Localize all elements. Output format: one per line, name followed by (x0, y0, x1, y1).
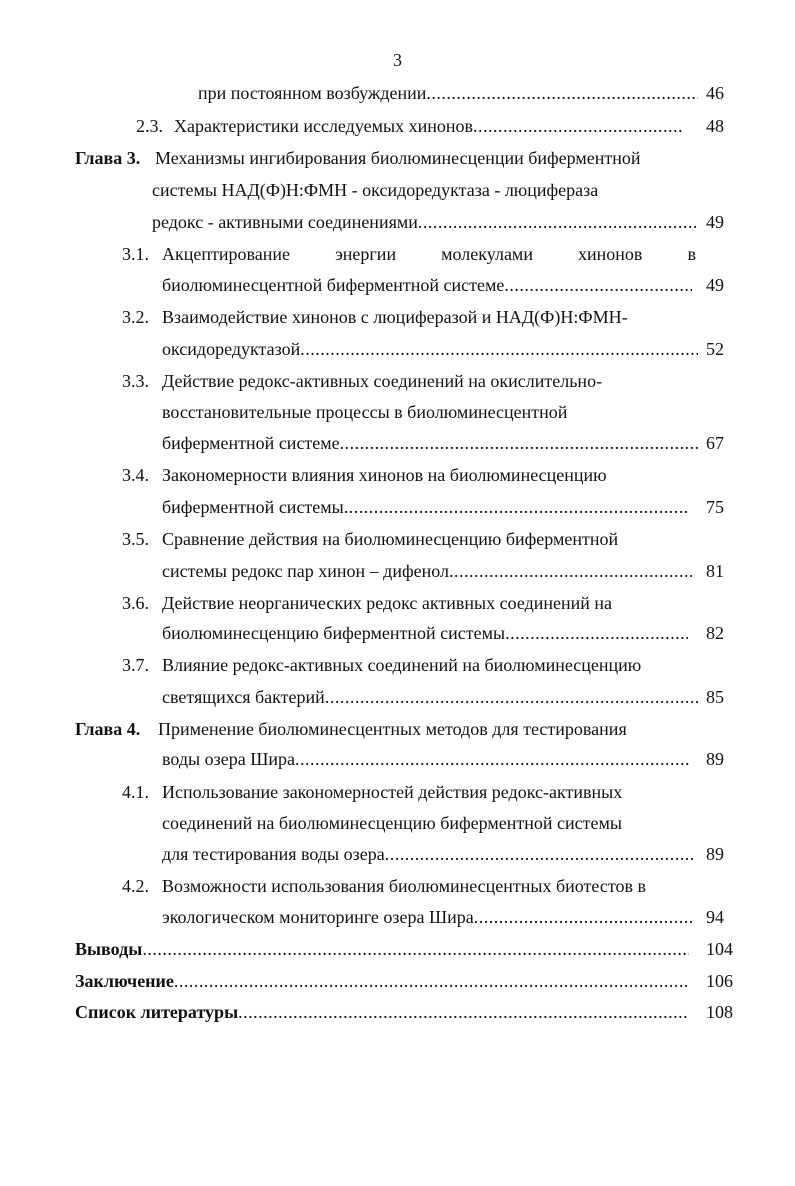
toc-page-number: 49 (706, 212, 724, 232)
toc-page-number: 75 (706, 497, 724, 517)
word: хинонов (578, 244, 643, 264)
toc-entry-text-last (162, 336, 698, 362)
toc-entry-text-last (162, 841, 694, 867)
toc-entry-text-last (162, 430, 698, 456)
chapter-label: Глава 3. (75, 148, 141, 168)
toc-entry-3-1[interactable] (162, 241, 696, 267)
toc-entry-chapter-4[interactable]: Применение биолюминесцентных методов для тестирования (158, 719, 627, 739)
toc-entry-4-2[interactable]: Возможности использования биолюминесцентных биотестов в (162, 876, 646, 896)
toc-entry-3-5[interactable]: Сравнение действия на биолюминесценцию биферментной (162, 529, 619, 549)
dot-leader (174, 968, 689, 994)
toc-entry-3-7[interactable]: Влияние редокс-активных соединений на биолюминесценцию (162, 655, 642, 675)
toc-entry-3-4[interactable]: Закономерности влияния хинонов на биолюминесценцию (162, 465, 607, 485)
toc-entry-summary[interactable] (75, 968, 689, 994)
toc-entry-text-last (152, 209, 698, 235)
toc-entry-text: биолюминесцентной биферментной системе (162, 275, 505, 295)
toc-page-number: 106 (706, 971, 733, 991)
toc-entry-text: оксидоредуктазой (162, 339, 301, 359)
toc-entry-text: для тестирования воды озера (162, 844, 385, 864)
toc-page-number: 85 (706, 687, 724, 707)
toc-entry-chapter-3[interactable]: Механизмы ингибирования биолюминесценции биферментной (155, 148, 641, 168)
toc-entry-4-1[interactable]: Использование закономерностей действия редокс-активных (162, 782, 623, 802)
word: молекулами (441, 244, 533, 264)
word: в (687, 244, 696, 264)
toc-entry-conclusions[interactable] (75, 936, 689, 962)
toc-entry-text: биферментной системе (162, 433, 340, 453)
toc-page-number: 94 (706, 907, 724, 927)
dot-leader (295, 746, 690, 772)
toc-entry-text: биолюминесценцию биферментной системы (162, 623, 506, 643)
dot-leader (340, 430, 698, 456)
toc-entry-text: при постоянном возбуждении (198, 83, 427, 103)
word: энергии (335, 244, 397, 264)
page-number: 3 (393, 50, 402, 70)
toc-entry-text-last (162, 558, 692, 584)
toc-page-number: 52 (706, 339, 724, 359)
toc-section-number: 4.2. (122, 876, 149, 896)
toc-section-number: 3.6. (122, 593, 149, 613)
toc-entry-text: системы редокс пар хинон – дифенол (162, 561, 449, 581)
dot-leader (325, 684, 698, 710)
toc-entry-text: восстановительные процессы в биолюминесцентной (162, 402, 568, 422)
dot-leader (473, 113, 684, 139)
dot-leader (344, 494, 688, 520)
toc-entry-text: экологическом мониторинге озера Шира (162, 907, 474, 927)
dot-leader (426, 80, 698, 106)
toc-entry-text-last (162, 684, 698, 710)
toc-entry-text: Характеристики исследуемых хинонов (174, 116, 473, 136)
toc-page-number: 89 (706, 844, 724, 864)
dot-leader (142, 936, 689, 962)
toc-page-number: 81 (706, 561, 724, 581)
toc-section-number: 3.3. (122, 371, 149, 391)
word: Акцептирование (162, 244, 291, 264)
dot-leader (505, 620, 688, 646)
dot-leader (449, 558, 692, 584)
toc-section-number: 3.2. (122, 307, 149, 327)
toc-section-number: 4.1. (122, 782, 149, 802)
toc-entry-text-last (162, 272, 692, 298)
toc-entry-text-last (162, 494, 688, 520)
toc-entry-2-3[interactable] (174, 113, 684, 139)
toc-page-number: 104 (706, 939, 733, 959)
toc-section-number: 3.7. (122, 655, 149, 675)
toc-page-number: 108 (706, 1002, 733, 1022)
toc-section-number: 3.4. (122, 465, 149, 485)
toc-entry-3-3[interactable]: Действие редокс-активных соединений на окислительно- (162, 371, 603, 391)
toc-section-number: 2.3. (136, 116, 163, 136)
toc-entry-constant-excitation[interactable] (198, 80, 698, 106)
toc-entry-text: воды озера Шира (162, 749, 295, 769)
dot-leader (474, 904, 694, 930)
toc-entry-text-last (162, 904, 694, 930)
toc-entry-text: соединений на биолюминесценцию биферментной системы (162, 813, 622, 833)
toc-entry-text: светящихся бактерий (162, 687, 325, 707)
toc-entry-references[interactable] (75, 999, 689, 1025)
toc-page-number: 82 (706, 623, 724, 643)
toc-entry-text: Выводы (75, 939, 143, 959)
dot-leader (385, 841, 694, 867)
dot-leader (418, 209, 698, 235)
toc-entry-text-last (162, 620, 688, 646)
toc-entry-text: биферментной системы (162, 497, 344, 517)
toc-entry-text: Заключение (75, 971, 174, 991)
toc-section-number: 3.5. (122, 529, 149, 549)
toc-page-number: 49 (706, 275, 724, 295)
dot-leader (504, 272, 692, 298)
chapter-label: Глава 4. (75, 719, 141, 739)
toc-entry-text-last (162, 746, 690, 772)
toc-section-number: 3.1. (122, 244, 149, 264)
dot-leader (300, 336, 698, 362)
toc-page-number: 89 (706, 749, 724, 769)
toc-entry-3-6[interactable]: Действие неорганических редокс активных соединений на (162, 593, 613, 613)
toc-entry-text: системы НАД(Ф)Н:ФМН - оксидоредуктаза - люцифераза (152, 180, 599, 200)
dot-leader (238, 999, 689, 1025)
toc-page-number: 48 (706, 116, 724, 136)
toc-entry-3-2[interactable]: Взаимодействие хинонов с люциферазой и НАД(Ф)Н:ФМН- (162, 307, 628, 327)
toc-page-number: 46 (706, 83, 724, 103)
toc-entry-text: редокс - активными соединениями (152, 212, 418, 232)
toc-entry-text: Список литературы (75, 1002, 239, 1022)
toc-page-number: 67 (706, 433, 724, 453)
